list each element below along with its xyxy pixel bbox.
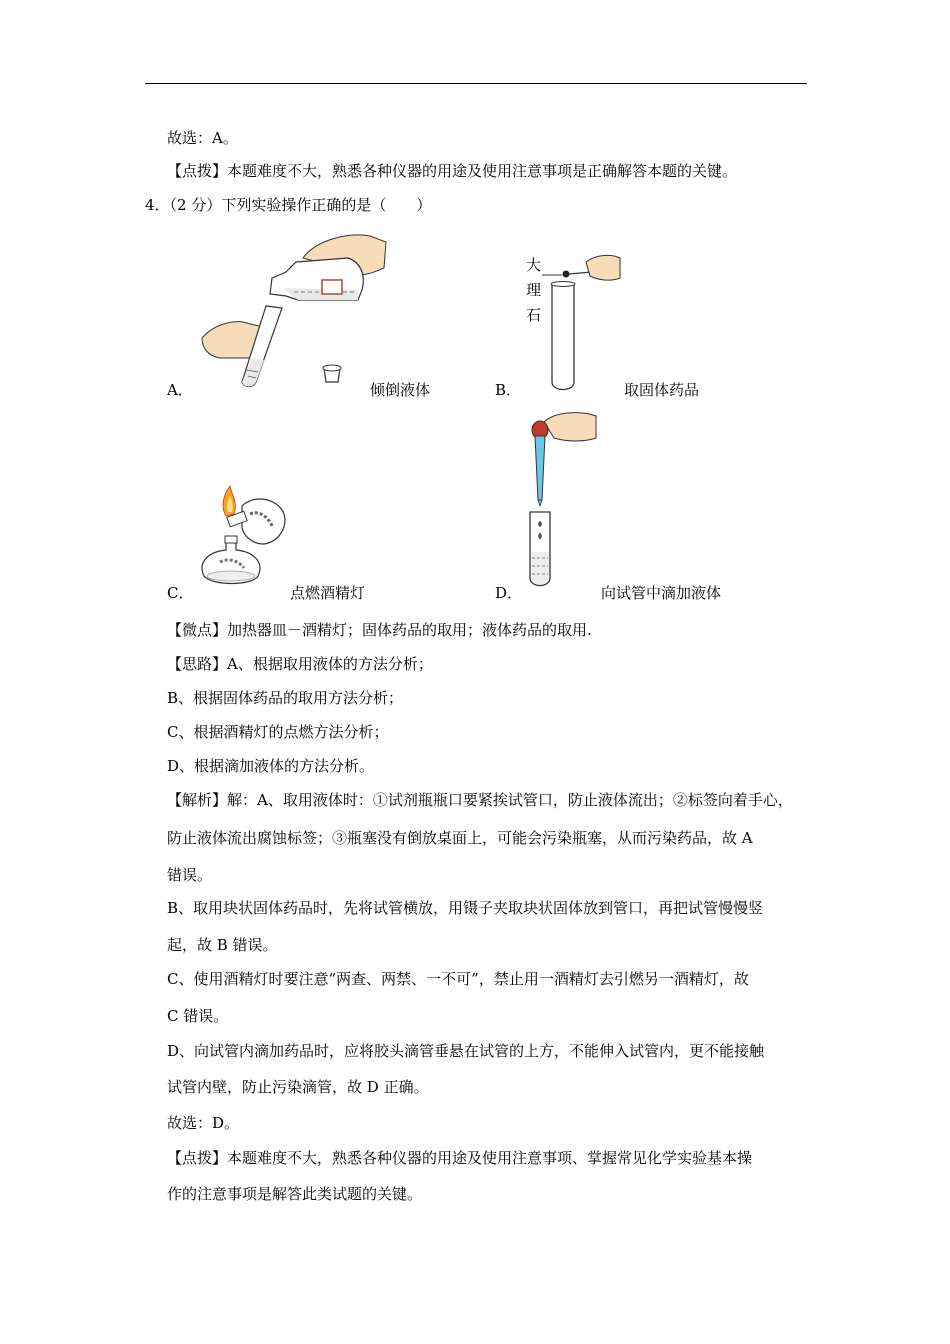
option-c-caption: 点燃酒精灯	[290, 584, 366, 602]
option-d-caption: 向试管中滴加液体	[601, 584, 722, 602]
silu-line-1: 【思路】A、根据取用液体的方法分析；	[167, 655, 433, 673]
figure-take-solid	[524, 248, 624, 394]
silu-line-3: C、根据酒精灯的点燃方法分析；	[167, 723, 389, 741]
jiexi-line-9: 试管内壁，防止污染滴管，故 D 正确。	[167, 1078, 429, 1096]
figure-light-lamp	[194, 484, 292, 592]
jiexi-line-7: C 错误。	[167, 1007, 229, 1025]
tip-line-2: 作的注意事项是解答此类试题的关键。	[167, 1185, 423, 1203]
jiexi-line-2: 防止液体流出腐蚀标签；③瓶塞没有倒放桌面上，可能会污染瓶塞，从而污染药品，故 A	[167, 829, 753, 847]
jiexi-line-8: D、向试管内滴加药品时，应将胶头滴管垂悬在试管的上方，不能伸入试管内，更不能接触	[167, 1042, 765, 1060]
silu-line-2: B、根据固体药品的取用方法分析；	[167, 689, 404, 707]
weidian: 【微点】加热器皿－酒精灯；固体药品的取用；液体药品的取用.	[167, 621, 592, 639]
tip-line-1: 【点拨】本题难度不大，熟悉各种仪器的用途及使用注意事项、掌握常见化学实验基本操	[167, 1149, 753, 1167]
jiexi-line-5: 起，故 B 错误。	[167, 936, 278, 954]
silu-line-4: D、根据滴加液体的方法分析。	[167, 757, 375, 775]
option-d-letter: D．	[495, 584, 523, 602]
option-b-letter: B．	[495, 381, 522, 399]
option-a-caption: 倾倒液体	[370, 381, 431, 399]
jiexi-line-3: 错误。	[167, 866, 213, 884]
figure-text-3: 石	[526, 306, 542, 324]
jiexi-line-6: C、使用酒精灯时要注意“两查、两禁、一不可”，禁止用一酒精灯去引燃另一酒精灯，故	[167, 970, 749, 988]
figure-pour-liquid	[198, 228, 390, 390]
jiexi-line-4: B、取用块状固体药品时，先将试管横放，用镊子夹取块状固体放到管口，再把试管慢慢竖	[167, 899, 764, 917]
figure-drop-liquid	[524, 412, 600, 590]
figure-text-2: 理	[526, 281, 542, 299]
option-c-letter: C．	[167, 584, 194, 602]
option-b-caption: 取固体药品	[624, 381, 700, 399]
jiexi-line-1: 【解析】解：A、取用液体时：①试剂瓶瓶口要紧挨试管口，防止液体流出；②标签向着手心，	[167, 791, 793, 809]
prev-tip: 【点拨】本题难度不大，熟悉各种仪器的用途及使用注意事项是正确解答本题的关键。	[167, 162, 738, 180]
prev-answer: 故选：A。	[167, 129, 238, 147]
option-a-letter: A．	[167, 381, 193, 399]
final-answer: 故选：D。	[167, 1114, 240, 1132]
question-stem: 4．（2 分）下列实验操作正确的是（ ）	[145, 196, 432, 214]
figure-text-1: 大	[526, 256, 542, 274]
header-rule	[145, 83, 807, 84]
